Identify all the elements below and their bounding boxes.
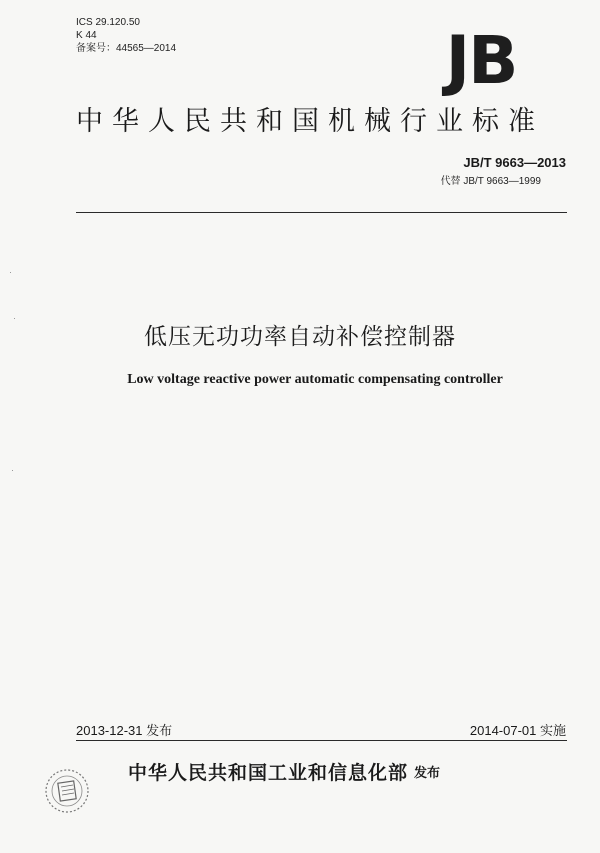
scan-speck [12,470,13,471]
jb-logo: JB [445,22,517,99]
document-title-zh: 低压无功功率自动补偿控制器 [144,324,456,350]
scan-speck [14,318,15,319]
implement-date: 2014-07-01 实施 [469,723,566,738]
ministry-emblem-icon [44,768,90,814]
publish-date: 2013-12-31 发布 [76,723,173,738]
footer-divider [76,740,567,741]
issuer-name: 中华人民共和国工业和信息化部 [128,762,409,784]
standard-code: JB/T 9663—2013 [463,155,566,170]
replaces-standard: 代替 JB/T 9663—1999 [440,176,541,187]
industry-standard-heading: 中华人民共和国机械行业标准 [76,106,544,137]
ics-code: ICS 29.120.50 [76,17,140,28]
class-code: K 44 [76,30,97,41]
record-number: 备案号：44565—2014 [76,43,177,54]
classification-block [76,16,176,55]
issuer-suffix: 发布 [414,766,441,781]
issuing-authority [128,758,440,785]
header-divider [76,212,567,213]
scan-speck [10,272,11,273]
document-title-en: Low voltage reactive power automatic compensating controller [127,372,503,387]
